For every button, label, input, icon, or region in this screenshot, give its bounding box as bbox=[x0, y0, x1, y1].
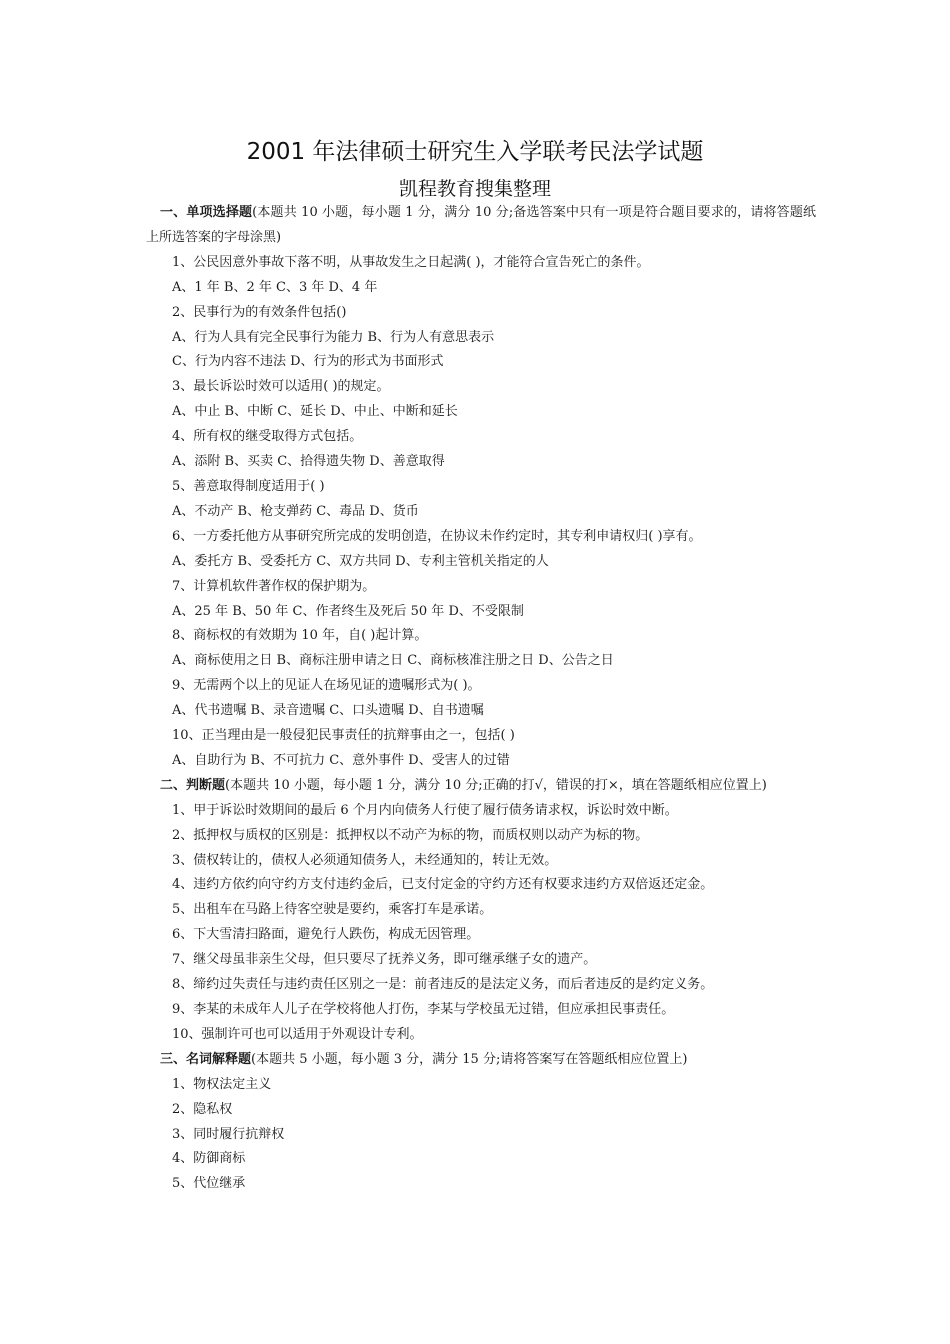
term-line: 2、隐私权 bbox=[172, 1101, 233, 1117]
document-body bbox=[146, 201, 816, 1197]
section-note: (本题共 10 小题，每小题 1 分，满分 10 分;正确的打√，错误的打×，填在答题纸相应位置上) bbox=[225, 777, 767, 793]
statement-line: 9、李某的未成年人儿子在学校将他人打伤，李某与学校虽无过错，但应承担民事责任。 bbox=[172, 1002, 675, 1017]
option-line: A、25 年 B、50 年 C、作者终生及死后 50 年 D、不受限制 bbox=[172, 603, 524, 619]
statement-line: 5、出租车在马路上待客空驶是要约，乘客打车是承诺。 bbox=[172, 902, 493, 918]
question-line: 8、商标权的有效期为 10 年，自( )起计算。 bbox=[172, 628, 428, 644]
question-line: 7、计算机软件著作权的保护期为。 bbox=[172, 578, 376, 594]
option-line: A、添附 B、买卖 C、拾得遗失物 D、善意取得 bbox=[172, 454, 445, 470]
section-heading: 三、名词解释题 bbox=[160, 1051, 252, 1067]
section-heading: 二、判断题 bbox=[160, 777, 226, 793]
option-line: A、不动产 B、枪支弹药 C、毒品 D、货币 bbox=[172, 503, 419, 519]
statement-line: 2、抵押权与质权的区别是：抵押权以不动产为标的物，而质权则以动产为标的物。 bbox=[172, 827, 649, 843]
question-line: 10、正当理由是一般侵犯民事责任的抗辩事由之一，包括( ) bbox=[172, 728, 515, 744]
option-line: A、自助行为 B、不可抗力 C、意外事件 D、受害人的过错 bbox=[172, 752, 510, 768]
term-line: 1、物权法定主义 bbox=[172, 1076, 272, 1092]
statement-line: 6、下大雪清扫路面，避免行人跌伤，构成无因管理。 bbox=[172, 927, 480, 943]
question-line: 1、公民因意外事故下落不明，从事故发生之日起满( )，才能符合宣告死亡的条件。 bbox=[172, 254, 650, 270]
section-note: (本题共 5 小题，每小题 3 分，满分 15 分;请将答案写在答题纸相应位置上) bbox=[251, 1051, 688, 1067]
statement-line: 1、甲于诉讼时效期间的最后 6 个月内向债务人行使了履行债务请求权，诉讼时效中断。 bbox=[172, 802, 678, 818]
section-2-header bbox=[146, 774, 816, 799]
section-heading: 一、单项选择题 bbox=[160, 205, 253, 220]
document-title: 2001 年法律硕士研究生入学联考民法学试题 bbox=[246, 139, 704, 165]
question-line: 4、所有权的继受取得方式包括。 bbox=[172, 429, 363, 445]
section-3-header bbox=[146, 1048, 816, 1073]
question-line: 3、最长诉讼时效可以适用( )的规定。 bbox=[172, 379, 390, 395]
option-line: A、商标使用之日 B、商标注册申请之日 C、商标核准注册之日 D、公告之日 bbox=[172, 653, 614, 669]
question-line: 9、无需两个以上的见证人在场见证的遗嘱形式为( )。 bbox=[172, 678, 481, 694]
section-note: (本题共 10 小题，每小题 1 分，满分 10 分;备选答案中只有一项是符合题目要求的，请将答题纸上所选答案的字母涂黑) bbox=[146, 205, 816, 245]
section-1-header bbox=[146, 201, 816, 251]
option-line: A、中止 B、中断 C、延长 D、中止、中断和延长 bbox=[172, 404, 458, 420]
question-line: 2、民事行为的有效条件包括() bbox=[172, 304, 347, 320]
statement-line: 8、缔约过失责任与违约责任区别之一是：前者违反的是法定义务，而后者违反的是约定义务。 bbox=[172, 977, 714, 993]
question-line: 6、一方委托他方从事研究所完成的发明创造，在协议未作约定时，其专利申请权归( )享有。 bbox=[172, 528, 702, 544]
term-line: 4、防御商标 bbox=[172, 1151, 246, 1167]
statement-line: 4、违约方依约向守约方支付违约金后，已支付定金的守约方还有权要求违约方双倍返还定金。 bbox=[172, 877, 714, 893]
statement-line: 10、强制许可也可以适用于外观设计专利。 bbox=[172, 1026, 423, 1042]
question-line: 5、善意取得制度适用于( ) bbox=[172, 478, 325, 494]
option-line: C、行为内容不违法 D、行为的形式为书面形式 bbox=[172, 354, 444, 370]
statement-line: 3、债权转让的，债权人必须通知债务人，未经通知的，转让无效。 bbox=[172, 852, 558, 868]
option-line: A、代书遗嘱 B、录音遗嘱 C、口头遗嘱 D、自书遗嘱 bbox=[172, 703, 484, 719]
option-line: A、1 年 B、2 年 C、3 年 D、4 年 bbox=[172, 279, 378, 295]
option-line: A、委托方 B、受委托方 C、双方共同 D、专利主管机关指定的人 bbox=[172, 553, 549, 569]
term-line: 3、同时履行抗辩权 bbox=[172, 1126, 285, 1142]
term-line: 5、代位继承 bbox=[172, 1176, 246, 1192]
document-subtitle: 凯程教育搜集整理 bbox=[398, 178, 551, 200]
statement-line: 7、继父母虽非亲生父母，但只要尽了抚养义务，即可继承继子女的遗产。 bbox=[172, 952, 597, 968]
option-line: A、行为人具有完全民事行为能力 B、行为人有意思表示 bbox=[172, 329, 495, 345]
